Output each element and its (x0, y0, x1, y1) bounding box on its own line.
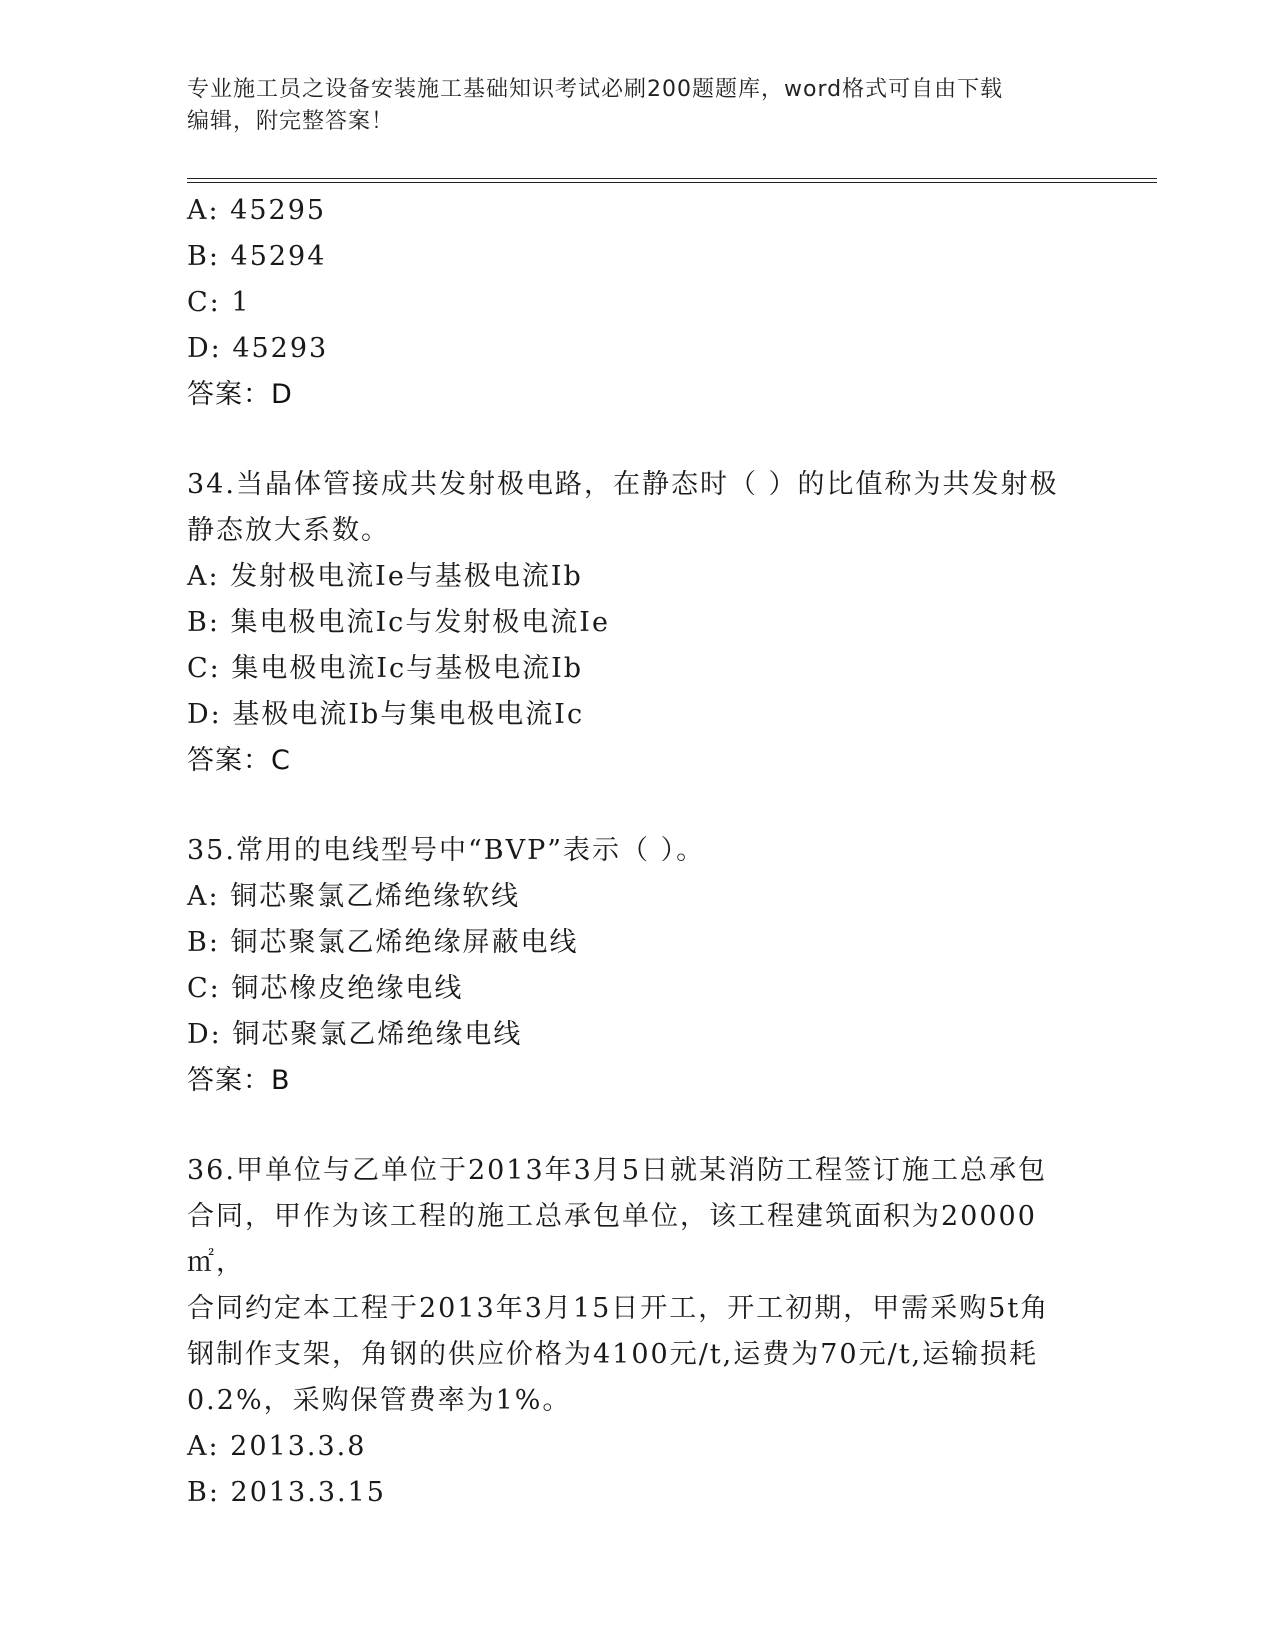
document-header (187, 74, 1067, 138)
header-divider-bottom (187, 182, 1157, 183)
question-33 (187, 188, 1087, 418)
question-34 (187, 462, 1087, 784)
option-a: A: 发射极电流Ie与基极电流Ib (187, 561, 583, 592)
header-line-1: 专业施工员之设备安装施工基础知识考试必刷200题题库，word格式可自由下载 (187, 77, 1004, 102)
option-b: B: 45294 (187, 241, 327, 272)
option-a: A: 45295 (187, 195, 327, 226)
option-c: C: 1 (187, 287, 251, 318)
question-stem-line: 合同，甲作为该工程的施工总承包单位，该工程建筑面积为20000㎡， (187, 1201, 1037, 1278)
option-a: A: 铜芯聚氯乙烯绝缘软线 (187, 881, 521, 912)
answer-line: 答案：B (187, 1065, 291, 1096)
option-a: A: 2013.3.8 (187, 1431, 367, 1462)
question-stem-line: 35.常用的电线型号中“BVP”表示（ ）。 (187, 835, 706, 866)
question-stem-line: 合同约定本工程于2013年3月15日开工，开工初期，甲需采购5t角 (187, 1293, 1050, 1324)
question-stem-line: 钢制作支架，角钢的供应价格为4100元/t,运费为70元/t,运输损耗 (187, 1339, 1039, 1370)
question-35 (187, 828, 1087, 1104)
spacer (187, 784, 1087, 828)
option-d: D: 45293 (187, 333, 329, 364)
spacer (187, 418, 1087, 462)
option-b: B: 2013.3.15 (187, 1477, 386, 1508)
question-stem-line: 静态放大系数。 (187, 515, 390, 546)
question-stem-line: 0.2%，采购保管费率为1%。 (187, 1385, 572, 1416)
option-c: C: 集电极电流Ic与基极电流Ib (187, 653, 584, 684)
option-d: D: 铜芯聚氯乙烯绝缘电线 (187, 1019, 523, 1050)
header-line-2: 编辑，附完整答案！ (187, 109, 395, 134)
option-c: C: 铜芯橡皮绝缘电线 (187, 973, 464, 1004)
option-d: D: 基极电流Ib与集电极电流Ic (187, 699, 585, 730)
answer-line: 答案：D (187, 379, 293, 410)
header-divider-top (187, 178, 1157, 179)
spacer (187, 1104, 1087, 1148)
option-b: B: 集电极电流Ic与发射极电流Ie (187, 607, 610, 638)
question-list (187, 188, 1087, 1516)
question-36 (187, 1148, 1087, 1516)
option-b: B: 铜芯聚氯乙烯绝缘屏蔽电线 (187, 927, 579, 958)
question-stem-line: 34.当晶体管接成共发射极电路，在静态时（ ）的比值称为共发射极 (187, 469, 1059, 500)
question-stem-line: 36.甲单位与乙单位于2013年3月5日就某消防工程签订施工总承包 (187, 1155, 1048, 1186)
answer-line: 答案：C (187, 745, 291, 776)
